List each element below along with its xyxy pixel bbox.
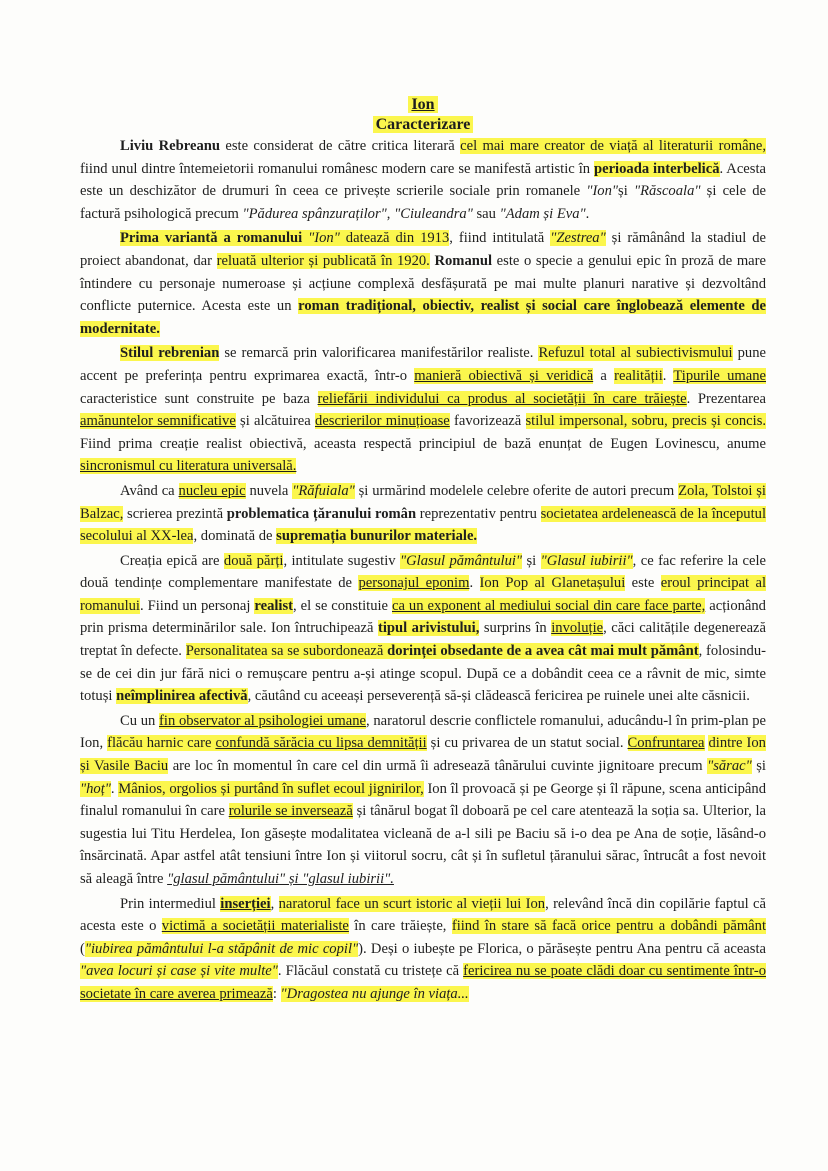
text-run: . [662, 367, 674, 384]
text-run: pune accent pe preferința pentru exprimarea exactă, într-o [80, 345, 766, 384]
text-run: involuție [551, 620, 604, 637]
paragraph [80, 710, 766, 891]
text-run: manieră obiectivă și veridică [414, 367, 594, 384]
text-run: "Glasul pământului" [400, 552, 523, 569]
text-run: . [469, 575, 480, 592]
paragraph [80, 550, 766, 708]
document-subtitle [80, 115, 766, 135]
text-run: "Ion" [308, 230, 340, 247]
text-run: , dominată de [193, 528, 277, 545]
text-run: "hoț" [80, 780, 111, 797]
text-run: ( [80, 940, 85, 957]
text-run: Tipurile umane [673, 367, 766, 384]
text-run: Zola, Tolstoi și Balzac, [80, 482, 766, 522]
text-run: și [522, 552, 541, 569]
document-body [80, 135, 766, 1006]
text-run: Ion Pop al Glanetașului [479, 575, 626, 592]
paragraph [80, 227, 766, 340]
text-run: supremația bunurilor materiale. [276, 528, 478, 545]
text-run: confundă sărăcia cu lipsa demnității [215, 735, 427, 752]
text-run: a [593, 367, 615, 384]
text-run: "Glasul iubirii" [540, 552, 633, 569]
text-run: și [618, 183, 634, 200]
text-run: scrierea prezintă [123, 505, 227, 522]
text-run: societatea ardelenească de la începutul secolului al XX-lea [80, 505, 767, 545]
document-title [80, 95, 766, 115]
text-run: stilul impersonal, sobru, precis și concis. [525, 413, 767, 430]
text-run: : [272, 985, 281, 1002]
document-subtitle-text: Caracterizare [373, 116, 474, 133]
text-run: "Adam și Eva" [499, 205, 586, 222]
text-run: "Răscoala" [633, 183, 701, 200]
text-run: două părți [223, 552, 284, 569]
text-run: realist [254, 597, 294, 614]
text-run: este considerat de către critica literară [219, 138, 461, 154]
text-run: Ion îl provoacă și pe George și îl răpune, scena anticipând finalul romanului în care [80, 780, 766, 820]
text-run: Personalitatea sa se subordonează [185, 643, 388, 660]
text-run: Prin intermediul [120, 895, 221, 912]
text-run: eroul principat al romanului [80, 575, 767, 614]
text-run: problematica țăranului român [226, 505, 417, 522]
text-run: , căutând cu aceeași perseverență să-și clădească fericirea pe ruinele unei alte căsnicii. [247, 688, 750, 705]
text-run: Mânios, orgolios și purtând în suflet ecoul jignirilor, [118, 780, 424, 797]
text-run: . [585, 205, 590, 222]
text-run: , relevând încă din copilărie faptul că acesta este o [80, 895, 767, 935]
text-run: fiind în stare să facă orice pentru a dobândi pământ [451, 918, 767, 935]
text-run: victimă a societății materialiste [161, 918, 349, 935]
text-run: fericirea nu se poate clădi doar cu sentimente într-o societate în care averea primează [80, 963, 767, 1002]
text-run: , intitulate sugestiv [283, 552, 400, 569]
text-run: Creația epică are [120, 552, 224, 569]
text-run: sincronismul cu literatura universală. [80, 458, 297, 475]
text-run: Confruntarea [627, 735, 705, 752]
text-run: Fiind prima creație realist obiectivă, aceasta respectă principiul de bază enunțat de Eugen Lovinescu, anume [80, 435, 766, 452]
text-run: sau [472, 205, 500, 222]
text-run: Refuzul total al subiectivismului [538, 345, 733, 362]
text-run: , naratorul descrie conflictele romanului, aducându-l în prim-plan pe Ion, [80, 712, 767, 752]
text-run: Romanul [434, 252, 493, 269]
text-run: "sărac" [707, 758, 752, 775]
text-run: , el se constituie [293, 597, 392, 614]
paragraph [80, 135, 766, 225]
text-run: reluată ulterior și publicată în 1920. [216, 252, 430, 269]
text-run: flăcău harnic care [107, 735, 216, 752]
text-run: . Fiind un personaj [140, 597, 255, 614]
text-run: . Prezentarea [686, 390, 766, 407]
paragraph [80, 480, 766, 548]
text-run: și rămânând la stadiul de proiect abandonat, dar [80, 230, 766, 269]
text-run: . Flăcăul constată cu tristețe că [277, 963, 464, 980]
text-run: rolurile se inversează [228, 803, 353, 820]
text-run: inserției [220, 895, 271, 912]
text-run: și cele de factură psihologică precum [80, 183, 766, 222]
text-run: "iubirea pământului l-a stăpânit de mic copil" [84, 940, 359, 957]
text-run: caracteristice sunt construite pe baza [80, 390, 318, 407]
text-run: realității [614, 367, 663, 384]
text-run: , fiind intitulată [449, 230, 551, 247]
text-run: are loc în momentul în care cel din urmă îi adresează tânărului cuvinte jignitoare precum [168, 758, 708, 775]
text-run: amănuntelor semnificative [80, 413, 236, 430]
text-run: dorinței obsedante de a avea cât mai mult pământ [387, 643, 699, 660]
text-run: reprezentativ pentru [416, 505, 541, 522]
text-run: datează din 1913 [339, 230, 450, 247]
text-run: Stilul rebrenian [120, 345, 220, 362]
text-run: "Pădurea spânzuraților" [242, 205, 387, 222]
text-run: "Ion" [586, 183, 619, 200]
text-run: favorizează [449, 413, 526, 430]
text-run: , folosindu-se de cei din jur fără nici o remușcare pentru a-și atinge scopul. După ce a dobândit ceea ce a râvnit de mic, simte totuși [80, 643, 766, 705]
text-run: tipul arivistului, [377, 620, 480, 637]
text-run: , căci calitățile degenerează treptat în defecte. [80, 620, 767, 660]
text-run: este [625, 575, 661, 592]
text-run: nucleu epic [178, 482, 246, 499]
text-run: și alcătuirea [235, 413, 316, 430]
text-run: . [110, 780, 119, 797]
text-run: "Răfuiala" [292, 482, 355, 499]
text-run: în care trăiește, [348, 918, 452, 935]
text-run: ca un exponent al mediului social din care face parte, [392, 597, 706, 614]
document-title-text: Ion [408, 96, 437, 113]
text-run: naratorul face un scurt istoric al vieții lui Ion [278, 895, 546, 912]
paragraph [80, 893, 766, 1006]
text-run: "glasul pământului" și "glasul iubirii". [167, 871, 394, 887]
text-run: și [751, 758, 766, 775]
text-run: personajul eponim [358, 575, 470, 592]
text-run: acționând prin prisma determinărilor sale. Ion întruchipează [80, 597, 766, 637]
text-run: "Dragostea nu ajunge în viața... [280, 985, 469, 1002]
text-run: fin observator al psihologiei umane [159, 712, 366, 729]
text-run: neîmplinirea afectivă [116, 688, 248, 705]
text-run: descrierilor minuțioase [315, 413, 450, 430]
text-run: roman tradițional, obiectiv, realist și social care înglobează elemente de modernitate. [80, 298, 766, 337]
text-run: "Ciuleandra" [394, 205, 473, 222]
text-run: "avea locuri și case și vite multe" [80, 963, 278, 980]
text-run: este o specie a genului epic în proză de mare întindere cu personaje numeroase și acțiune complexă desfășurată pe mai multe planuri narative și dezvoltând conflicte puternice. Acesta este un [80, 252, 766, 315]
text-run: surprins în [479, 620, 552, 637]
text-run: Liviu Rebreanu [120, 138, 220, 154]
text-run: și cu privarea de un statut social. [426, 735, 628, 752]
text-run: "Zestrea" [550, 230, 606, 247]
text-run: și tânărul bogat îl doboară pe cel care atentează la soția sa. Ulterior, la sugestia lui Titu Herdelea, Ion găsește modalitatea vicleană de a-l sili pe Baciu să i-o dea pe Ana de soție, lăsând-o însărcinată. Apar astfel atât tensiuni între Ion și viitorul socru, cât și în sufletul țăranului sărac, întrucât a fost nevoit să aleagă între [80, 803, 767, 887]
text-run: . Acesta este un deschizător de drumuri în ceea ce privește scrierile sociale prin romanele [80, 160, 766, 200]
text-run: cel mai mare creator de viață al literaturii române, [460, 138, 767, 154]
text-run: dintre Ion și Vasile Baciu [80, 735, 766, 775]
text-run: se remarcă prin valorificarea manifestărilor realiste. [219, 345, 539, 362]
text-run: nuvela [245, 482, 293, 499]
text-run: fiind unul dintre întemeietorii romanului românesc modern care se manifestă artistic în [80, 160, 594, 177]
text-run: , [386, 205, 395, 222]
text-run: Având ca [120, 482, 179, 499]
text-run: Cu un [120, 712, 160, 729]
text-run: ). Deși o iubește pe Florica, o părăsește pentru Ana pentru că aceasta [358, 940, 766, 957]
text-run: , [270, 895, 279, 912]
text-run: perioada interbelică [593, 160, 720, 177]
text-run: reliefării individului ca produs al societății în care trăiește [317, 390, 687, 407]
text-run: , ce fac referire la cele două tendințe complementare manifestate de [80, 552, 767, 592]
paragraph [80, 342, 766, 478]
text-run: Prima variantă a romanului [120, 230, 309, 247]
text-run: și urmărind modelele celebre oferite de autori precum [354, 482, 679, 499]
